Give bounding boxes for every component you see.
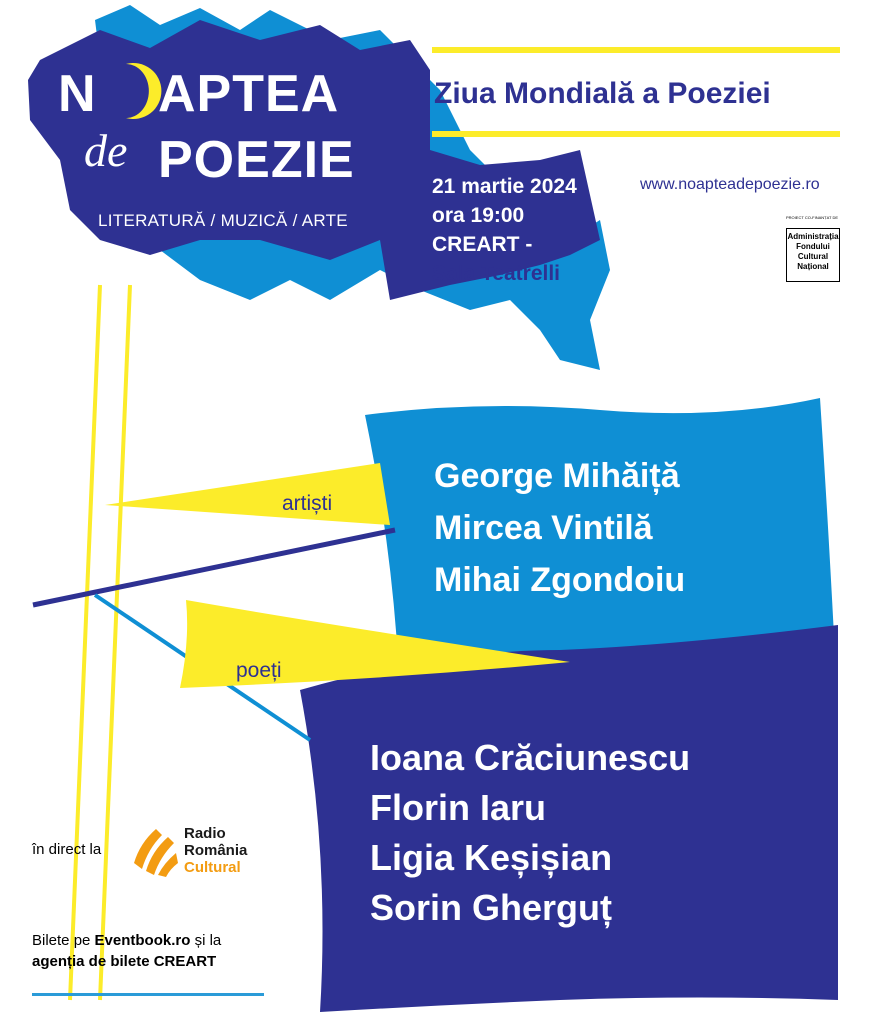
tickets-info bbox=[32, 930, 221, 972]
tickets-line-2 bbox=[32, 951, 221, 972]
radio-name-line3: Cultural bbox=[184, 859, 241, 876]
event-title-part2: Mondială a Poeziei bbox=[504, 77, 771, 110]
moon-icon bbox=[96, 56, 166, 126]
event-venue: CREART - bbox=[432, 233, 533, 256]
event-date: 21 martie 2024 bbox=[432, 175, 577, 198]
event-details bbox=[432, 172, 577, 288]
poet-name: Ioana Crăciunescu bbox=[370, 737, 691, 778]
radio-name-line2: România bbox=[184, 842, 248, 859]
live-on-label: în direct la bbox=[32, 841, 102, 858]
afcn-line-1: Administrația bbox=[787, 232, 839, 241]
tickets-text: Bilete pe bbox=[32, 932, 95, 949]
afcn-line-3: Cultural bbox=[797, 252, 829, 261]
radio-romania-cultural-logo-text bbox=[184, 825, 247, 876]
logo-tagline: LITERATURĂ / MUZICĂ / ARTE bbox=[98, 211, 348, 230]
poets-label: poeți bbox=[236, 659, 282, 682]
poet-name: Florin Iaru bbox=[370, 787, 547, 828]
event-hall: Sala Teatrelli bbox=[432, 262, 561, 285]
tickets-line-1 bbox=[32, 930, 221, 951]
afcn-line-4: Național bbox=[797, 262, 829, 271]
artists-pennant bbox=[105, 463, 390, 525]
website-link[interactable]: www.noapteadepoezie.ro bbox=[640, 176, 820, 193]
bottom-divider bbox=[32, 993, 264, 996]
poet-name: Sorin Gherguț bbox=[370, 887, 612, 928]
radio-romania-cultural-icon bbox=[132, 823, 178, 877]
tickets-text-2: și la bbox=[190, 932, 222, 949]
artist-name: Mihai Zgondoiu bbox=[434, 561, 686, 599]
eventbook-link[interactable]: Eventbook.ro bbox=[94, 932, 191, 949]
event-time: ora 19:00 bbox=[432, 204, 525, 227]
event-title bbox=[434, 77, 771, 111]
event-title-part1: Ziua bbox=[434, 77, 496, 110]
afcn-line-2: Fondului bbox=[796, 242, 830, 251]
artist-name: Mircea Vintilă bbox=[434, 509, 653, 547]
afcn-logo bbox=[786, 228, 840, 282]
radio-name-line1: Radio bbox=[184, 825, 226, 842]
artists-label: artiști bbox=[282, 492, 333, 515]
logo-word-de: de bbox=[84, 125, 128, 176]
artists-list bbox=[434, 450, 685, 606]
creart-ticket-agency: agenția de bilete CREART bbox=[32, 953, 217, 970]
artist-name: George Mihăiță bbox=[434, 457, 680, 495]
poets-list bbox=[370, 733, 690, 933]
logo-word-aptea: APTEA bbox=[158, 65, 340, 123]
logo-word-poezie: POEZIE bbox=[158, 131, 355, 189]
partner-label: PROIECT CO-FINANȚAT DE bbox=[786, 215, 839, 220]
poet-name: Ligia Keșișian bbox=[370, 837, 613, 878]
logo-letter-n: N bbox=[58, 65, 97, 123]
